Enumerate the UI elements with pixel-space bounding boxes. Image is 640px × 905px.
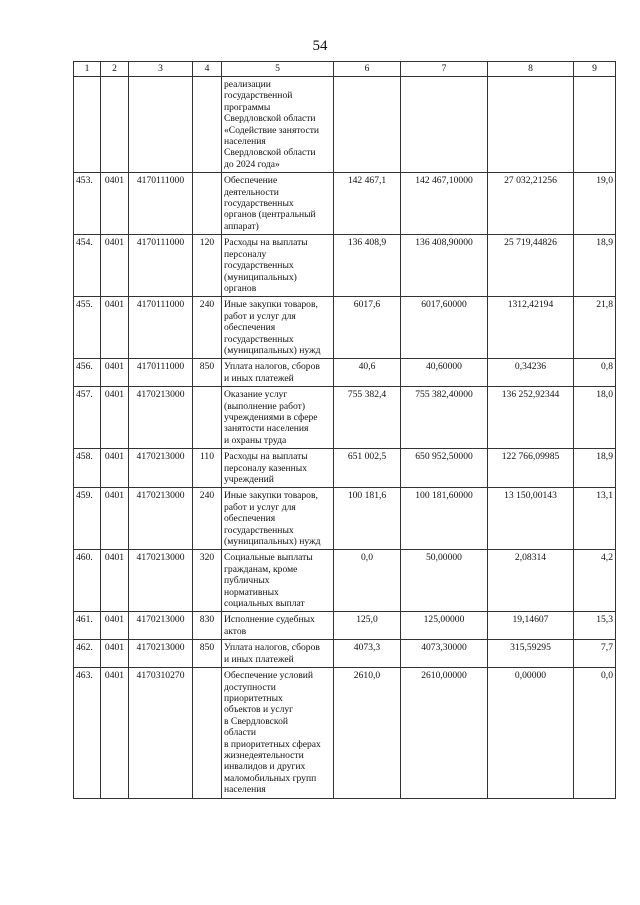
expense-type-cell [193,77,222,173]
item-name-cell [222,77,334,173]
item-name-cell [222,488,334,550]
table-row [74,612,616,640]
item-name-line: обеспечения [224,513,276,525]
budget-amount-cell: 125,00000 [401,612,488,640]
percent-cell: 4,2 [574,550,616,612]
percent-cell: 18,9 [574,235,616,297]
column-header: 2 [101,62,129,77]
percent-cell: 13,1 [574,488,616,550]
table-row [74,387,616,449]
item-name-line: органов [224,282,257,294]
target-article-cell: 4170213000 [129,387,193,449]
item-name-line: реализации [224,79,271,90]
item-name-line: Обеспечение [224,175,278,187]
item-name-line: гражданам, кроме [224,563,298,575]
executed-amount-cell: 19,14607 [488,612,574,640]
target-article-cell: 4170213000 [129,488,193,550]
item-name-line: до 2024 года» [224,158,280,170]
expense-type-cell [193,173,222,235]
table-header-row [74,62,616,77]
item-name-line: Исполнение судебных [224,614,315,626]
target-article-cell: 4170213000 [129,612,193,640]
section-code-cell: 0401 [101,235,129,297]
column-header: 9 [574,62,616,77]
item-name-line: аппарат) [224,220,259,232]
item-name-line: государственной [224,90,293,102]
section-code-cell: 0401 [101,550,129,612]
item-name-line: Оказание услуг [224,389,288,401]
column-header: 6 [334,62,401,77]
section-code-cell: 0401 [101,612,129,640]
executed-amount-cell: 27 032,21256 [488,173,574,235]
approved-amount-cell: 4073,3 [334,640,401,668]
executed-amount-cell: 315,59295 [488,640,574,668]
approved-amount-cell: 0,0 [334,550,401,612]
item-name-line: органов (центральный [224,209,316,221]
percent-cell: 0,8 [574,359,616,387]
item-name-line: Социальные выплаты [224,552,313,564]
percent-cell: 7,7 [574,640,616,668]
budget-amount-cell: 2610,00000 [401,668,488,798]
item-name-line: «Содействие занятости [224,124,320,136]
percent-cell: 18,9 [574,449,616,488]
item-name-line: учреждений [224,474,274,485]
section-code-cell: 0401 [101,668,129,798]
section-code-cell: 0401 [101,640,129,668]
item-name-line: программы [224,101,271,113]
budget-amount-cell: 136 408,90000 [401,235,488,297]
item-name-line: доступности [224,681,276,693]
column-header: 5 [222,62,334,77]
item-name-line: приоритетных [224,692,283,704]
row-number-cell: 455. [74,297,101,359]
row-number-cell: 453. [74,173,101,235]
item-name-line: нормативных [224,586,279,598]
budget-amount-cell: 142 467,10000 [401,173,488,235]
row-number-cell: 463. [74,668,101,798]
expense-type-cell: 320 [193,550,222,612]
target-article-cell: 4170111000 [129,235,193,297]
target-article-cell: 4170213000 [129,449,193,488]
approved-amount-cell: 755 382,4 [334,387,401,449]
row-number-cell: 457. [74,387,101,449]
budget-amount-cell: 50,00000 [401,550,488,612]
item-name-line: (муниципальных) нужд [224,536,321,548]
item-name-line: Обеспечение условий [224,670,314,682]
expense-type-cell: 240 [193,297,222,359]
table-row [74,488,616,550]
item-name-line: инвалидов и других [224,761,306,773]
column-header: 3 [129,62,193,77]
table-row [74,550,616,612]
item-name-cell [222,449,334,488]
item-name-cell [222,297,334,359]
approved-amount-cell [334,77,401,173]
approved-amount-cell: 125,0 [334,612,401,640]
item-name-line: в Свердловской [224,715,289,727]
item-name-cell [222,173,334,235]
item-name-line: Расходы на выплаты [224,237,308,249]
table-row [74,640,616,668]
item-name-cell [222,235,334,297]
budget-amount-cell: 40,60000 [401,359,488,387]
section-code-cell: 0401 [101,173,129,235]
section-code-cell: 0401 [101,297,129,359]
target-article-cell: 4170111000 [129,297,193,359]
item-name-line: области [224,727,257,739]
item-name-cell [222,612,334,640]
executed-amount-cell: 2,08314 [488,550,574,612]
item-name-line: Свердловской области [224,113,316,125]
percent-cell [574,77,616,173]
budget-table [73,61,616,799]
item-name-line: и иных платежей [224,653,294,665]
executed-amount-cell: 122 766,09985 [488,449,574,488]
approved-amount-cell: 2610,0 [334,668,401,798]
target-article-cell: 4170111000 [129,359,193,387]
item-name-line: Иные закупки товаров, [224,490,318,502]
expense-type-cell: 830 [193,612,222,640]
item-name-cell [222,387,334,449]
expense-type-cell: 110 [193,449,222,488]
item-name-line: и охраны труда [224,434,287,446]
target-article-cell: 4170213000 [129,550,193,612]
item-name-cell [222,668,334,798]
column-header: 8 [488,62,574,77]
row-number-cell [74,77,101,173]
target-article-cell: 4170111000 [129,173,193,235]
executed-amount-cell: 0,00000 [488,668,574,798]
item-name-line: Свердловской области [224,147,316,159]
item-name-line: государственных [224,260,294,272]
expense-type-cell: 120 [193,235,222,297]
column-header: 4 [193,62,222,77]
item-name-line: населения [224,136,266,148]
approved-amount-cell: 6017,6 [334,297,401,359]
item-name-line: жизнедеятельности [224,749,304,761]
row-number-cell: 461. [74,612,101,640]
budget-amount-cell: 755 382,40000 [401,387,488,449]
budget-amount-cell: 4073,30000 [401,640,488,668]
item-name-cell [222,359,334,387]
item-name-cell [222,640,334,668]
item-name-cell [222,550,334,612]
budget-amount-cell: 6017,60000 [401,297,488,359]
item-name-line: учреждениями в сфере [224,411,318,423]
target-article-cell: 4170213000 [129,640,193,668]
item-name-line: персоналу [224,248,267,260]
row-number-cell: 454. [74,235,101,297]
section-code-cell: 0401 [101,359,129,387]
item-name-line: занятости населения [224,423,309,435]
approved-amount-cell: 40,6 [334,359,401,387]
section-code-cell [101,77,129,173]
item-name-line: персоналу казенных [224,462,308,474]
approved-amount-cell: 142 467,1 [334,173,401,235]
item-name-line: государственных [224,333,294,345]
percent-cell: 19,0 [574,173,616,235]
expense-type-cell: 850 [193,359,222,387]
item-name-line: Расходы на выплаты [224,451,308,463]
item-name-line: в приоритетных сферах [224,738,321,750]
target-article-cell [129,77,193,173]
executed-amount-cell: 13 150,00143 [488,488,574,550]
budget-amount-cell: 100 181,60000 [401,488,488,550]
item-name-line: (муниципальных) нужд [224,344,321,356]
percent-cell: 0,0 [574,668,616,798]
item-name-line: населения [224,784,266,796]
item-name-line: актов [224,625,247,637]
page-number: 54 [312,38,328,54]
table-row [74,359,616,387]
row-number-cell: 462. [74,640,101,668]
item-name-line: социальных выплат [224,598,305,610]
row-number-cell: 456. [74,359,101,387]
budget-amount-cell [401,77,488,173]
item-name-line: (муниципальных) [224,271,297,283]
item-name-line: государственных [224,198,294,210]
expense-type-cell: 850 [193,640,222,668]
column-header: 7 [401,62,488,77]
item-name-line: обеспечения [224,322,276,334]
approved-amount-cell: 136 408,9 [334,235,401,297]
approved-amount-cell: 651 002,5 [334,449,401,488]
item-name-line: работ и услуг для [224,501,296,513]
section-code-cell: 0401 [101,449,129,488]
executed-amount-cell: 1312,42194 [488,297,574,359]
item-name-line: работ и услуг для [224,310,296,322]
table-row [74,235,616,297]
percent-cell: 21,8 [574,297,616,359]
table-row [74,297,616,359]
item-name-line: и иных платежей [224,372,294,384]
item-name-line: Уплата налогов, сборов [224,642,320,654]
item-name-line: объектов и услуг [224,704,294,716]
percent-cell: 15,3 [574,612,616,640]
expense-type-cell: 240 [193,488,222,550]
expense-type-cell [193,668,222,798]
executed-amount-cell: 0,34236 [488,359,574,387]
table-row [74,668,616,798]
approved-amount-cell: 100 181,6 [334,488,401,550]
item-name-line: Иные закупки товаров, [224,299,318,311]
expense-type-cell [193,387,222,449]
table-row [74,77,616,173]
column-header: 1 [74,62,101,77]
table-row [74,449,616,488]
executed-amount-cell: 25 719,44826 [488,235,574,297]
section-code-cell: 0401 [101,488,129,550]
budget-amount-cell: 650 952,50000 [401,449,488,488]
item-name-line: маломобильных групп [224,772,317,784]
executed-amount-cell [488,77,574,173]
row-number-cell: 458. [74,449,101,488]
item-name-line: государственных [224,524,294,536]
row-number-cell: 459. [74,488,101,550]
item-name-line: (выполнение работ) [224,400,306,412]
item-name-line: публичных [224,575,270,587]
item-name-line: Уплата налогов, сборов [224,361,320,373]
executed-amount-cell: 136 252,92344 [488,387,574,449]
section-code-cell: 0401 [101,387,129,449]
table-row [74,173,616,235]
percent-cell: 18,0 [574,387,616,449]
row-number-cell: 460. [74,550,101,612]
item-name-line: деятельности [224,186,279,198]
target-article-cell: 4170310270 [129,668,193,798]
